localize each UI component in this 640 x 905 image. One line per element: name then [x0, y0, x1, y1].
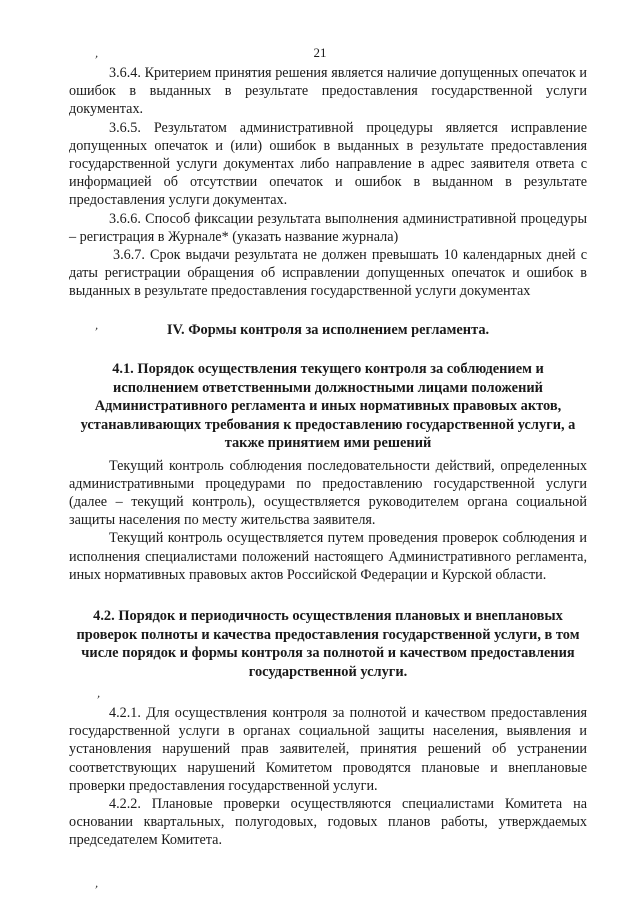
- scan-mark: ,: [94, 875, 101, 891]
- paragraph-3-6-6: 3.6.6. Способ фиксации результата выполнения административной процедуры – регистрация в Журнале* (указать название журнала): [69, 210, 587, 245]
- paragraph-3-6-7: 3.6.7. Срок выдачи результата не должен превышать 10 календарных дней с даты регистрации обращения об исправлении допущенных опечаток и ошибок в выданных в результате предоставления государственной услуги документах: [69, 247, 587, 300]
- paragraph-4-1-a: Текущий контроль соблюдения последовательности действий, определенных административными процедурами по предоставлению государственной услуги (далее – текущий контроль), осуществляется руководителем органа социальной защиты населения по месту жительства заявителя.: [69, 457, 587, 529]
- document-body: [69, 64, 587, 850]
- paragraph-4-2-1: 4.2.1. Для осуществления контроля за полнотой и качеством предоставления государственной услуги в органах социальной защиты населения, выявления и установления нарушений прав заявителей, принятия решений об устранении соответствующих нарушений Комитетом проводятся плановые и внеплановые проверки предоставления государственной услуги.: [69, 705, 587, 794]
- subsection-4-1-title: 4.1. Порядок осуществления текущего контроля за соблюдением и исполнением ответственными должностными лицами положений Административного регламента и иных нормативных правовых актов, устанавливающих требования к предоставлению государственной услуги, а также принятием ими решений: [80, 361, 576, 452]
- subsection-4-2-title: 4.2. Порядок и периодичность осуществления плановых и внеплановых проверок полноты и качества предоставления государственной услуги, в том числе порядок и формы контроля за полнотой и качеством предоставления государственной услуги.: [76, 608, 580, 680]
- scan-mark: ,: [94, 317, 101, 333]
- paragraph-3-6-4: 3.6.4. Критерием принятия решения является наличие допущенных опечаток и ошибок в выданных в результате предоставления государственной услуги документах.: [69, 65, 587, 118]
- scan-mark: ,: [96, 685, 103, 701]
- paragraph-4-2-2: 4.2.2. Плановые проверки осуществляются специалистами Комитета на основании квартальных, полугодовых, годовых планов работы, утверждаемых председателем Комитета.: [69, 796, 587, 849]
- scan-mark: ,: [94, 45, 101, 61]
- section-title: IV. Формы контроля за исполнением регламента.: [166, 321, 490, 338]
- page-number: 21: [313, 45, 327, 60]
- paragraph-3-6-5: 3.6.5. Результатом административной процедуры является исправление допущенных опечаток и (или) ошибок в выданных в результате предоставления государственной услуги документах либо направление в адрес заявителя ответа с информацией об отсутствии опечаток и ошибок в выданном в результате предоставления услуги документах.: [69, 119, 587, 209]
- paragraph-4-1-b: Текущий контроль осуществляется путем проведения проверок соблюдения и исполнения специалистами положений настоящего Административного регламента, иных нормативных правовых актов Российской Федерации и Курской области.: [69, 530, 587, 583]
